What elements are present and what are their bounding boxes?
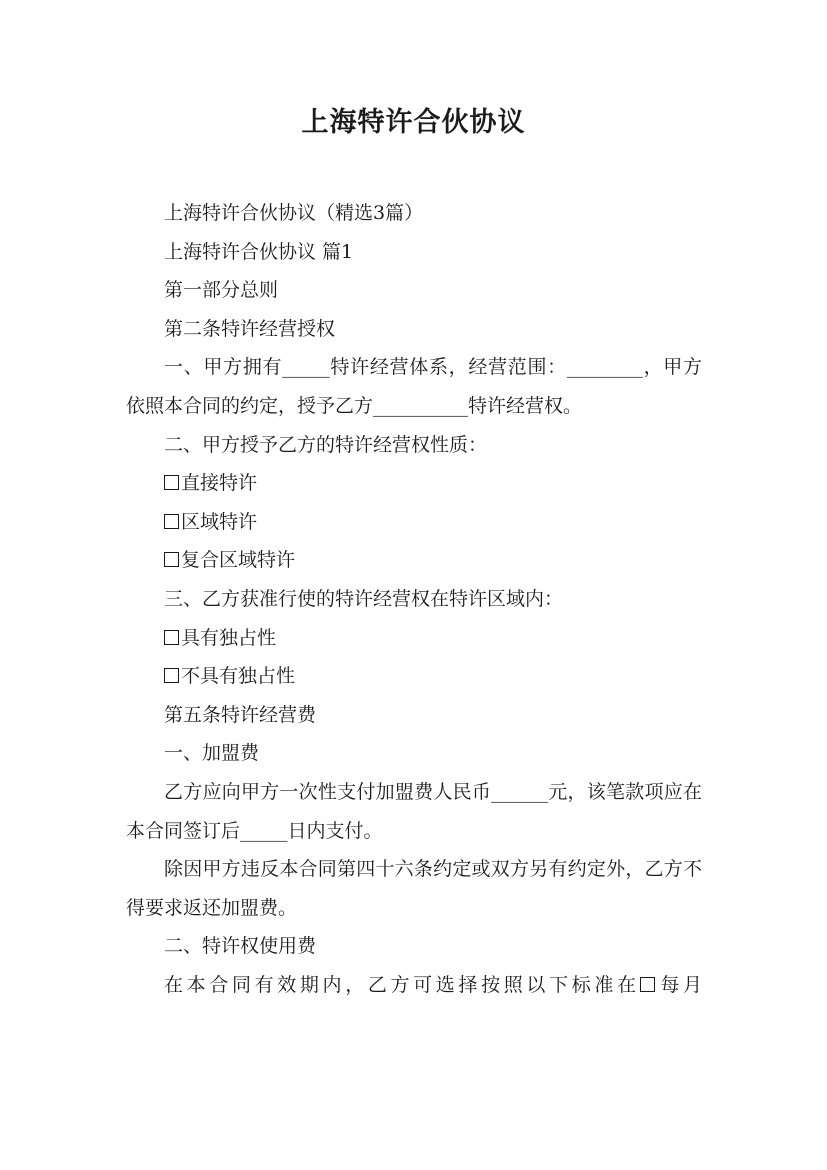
paragraph-text: 一、加盟费	[164, 742, 260, 765]
paragraph	[126, 850, 702, 927]
paragraph	[126, 426, 702, 465]
checkbox-icon	[640, 977, 655, 992]
checkbox-icon	[164, 668, 179, 683]
checkbox-option	[126, 503, 702, 542]
option-label: 区域特许	[181, 510, 258, 533]
checkbox-option	[126, 619, 702, 658]
article-heading	[126, 696, 702, 735]
checkbox-option	[126, 657, 702, 696]
option-label: 复合区域特许	[181, 549, 296, 572]
paragraph-text: 三、乙方获准行使的特许经营权在特许区域内：	[164, 587, 564, 610]
paragraph-text: 在本合同有效期内，乙方可选择按照以下标准在	[164, 973, 640, 996]
sub-heading	[126, 734, 702, 773]
document-title: 上海特许合伙协议	[301, 107, 526, 138]
checkbox-option	[126, 464, 702, 503]
paragraph	[126, 580, 702, 619]
checkbox-icon	[164, 552, 179, 567]
option-label: 具有独占性	[181, 626, 277, 649]
paragraph-text: 除因甲方违反本合同第四十六条约定或双方另有约定外，乙方不得要求返还加盟费。	[126, 858, 702, 919]
paragraph-text: 第一部分总则	[164, 279, 279, 302]
paragraph-text: 二、特许权使用费	[164, 935, 317, 958]
paragraph-text: 第五条特许经营费	[164, 703, 317, 726]
option-label: 直接特许	[181, 472, 258, 495]
checkbox-icon	[164, 514, 179, 529]
paragraph	[126, 194, 702, 233]
paragraph-text: 一、甲方拥有_____特许经营体系，经营范围：________，甲方依照本合同的约定，授予乙方__________特许经营权。	[126, 356, 702, 417]
checkbox-icon	[164, 630, 179, 645]
sub-heading	[126, 927, 702, 966]
article-heading	[126, 310, 702, 349]
paragraph-text: 二、甲方授予乙方的特许经营权性质：	[164, 433, 488, 456]
paragraph-text: 上海特许合伙协议（精选3篇）	[164, 202, 424, 224]
paragraph	[126, 233, 702, 272]
section-heading	[126, 271, 702, 310]
paragraph	[126, 966, 702, 1005]
option-label: 不具有独占性	[181, 665, 296, 688]
paragraph	[126, 348, 702, 425]
paragraph-text: 第二条特许经营授权	[164, 317, 336, 340]
checkbox-icon	[164, 475, 179, 490]
paragraph	[126, 773, 702, 850]
paragraph-trailing-text: 每月	[656, 973, 702, 996]
checkbox-option	[126, 541, 702, 580]
paragraph-text: 乙方应向甲方一次性支付加盟费人民币______元，该笔款项应在本合同签订后_____日内支付。	[126, 780, 702, 842]
document-body	[126, 194, 702, 1004]
paragraph-text: 上海特许合伙协议 篇1	[164, 240, 354, 263]
